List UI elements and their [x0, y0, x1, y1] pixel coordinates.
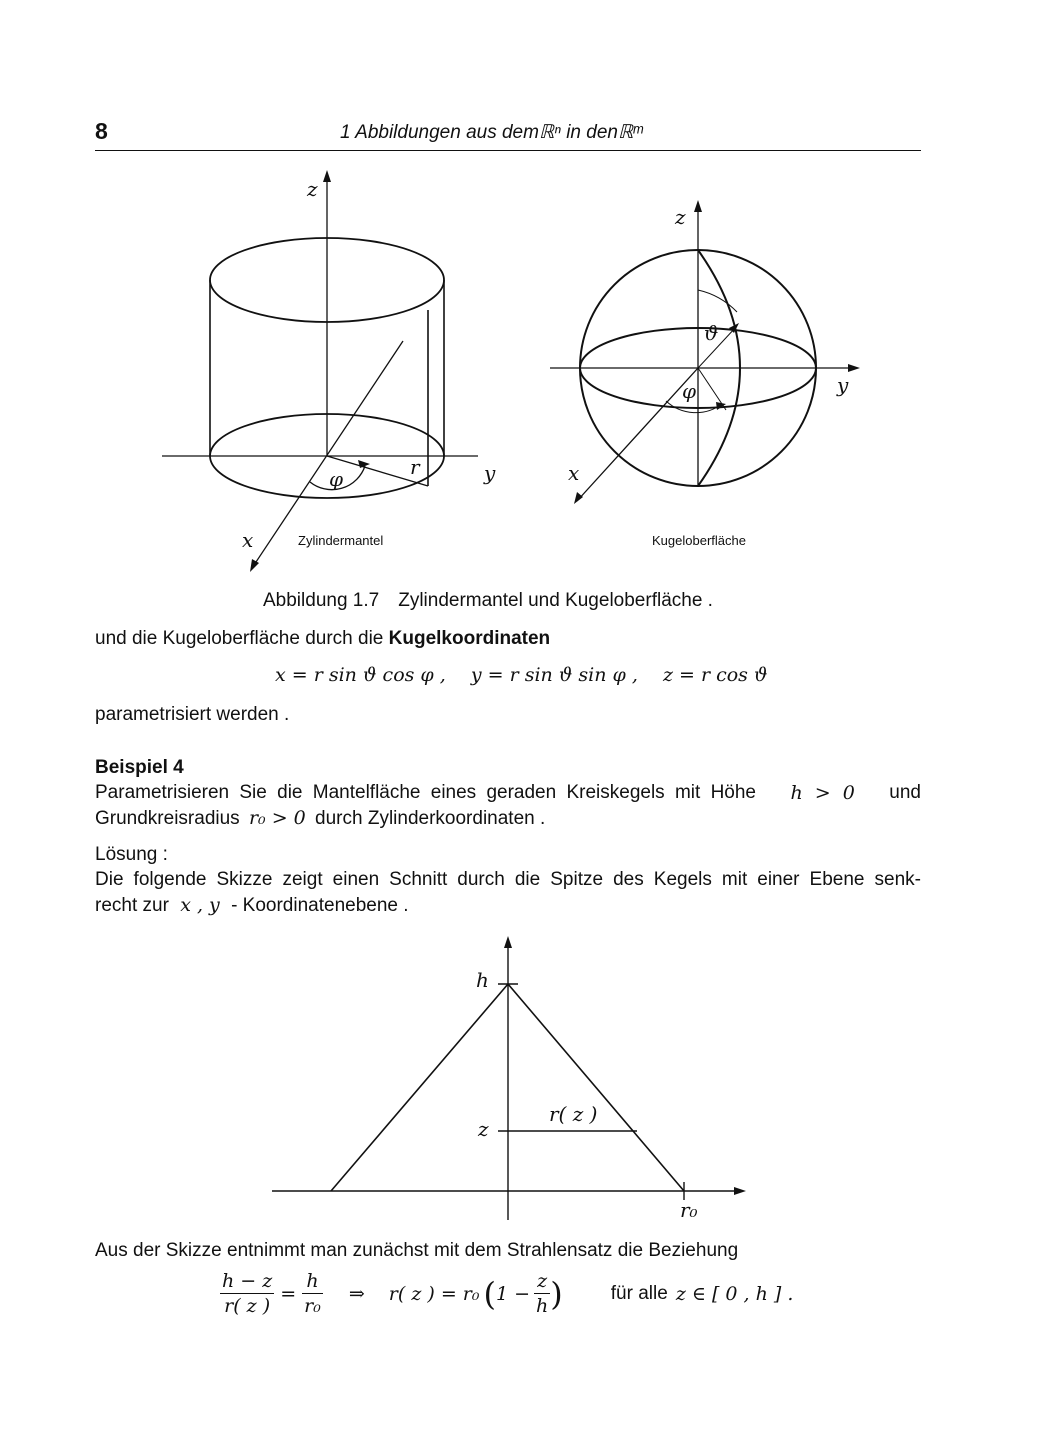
fraction-numerator: h [302, 1270, 323, 1294]
cylinder-y-label: y [484, 461, 496, 485]
xy-plane: x , y [180, 894, 220, 916]
fraction-denominator: r₀ [304, 1295, 321, 1317]
sphere-z-label: z [675, 205, 686, 229]
spherical-formula: x = r sin ϑ cos φ , y = r sin ϑ sin φ , z = r cos ϑ [275, 664, 768, 686]
solution-line1: Die folgende Skizze zeigt einen Schnitt durch die Spitze des Kegels mit einer Ebene senk- [95, 869, 921, 890]
cone-rz-label: r( z ) [549, 1102, 598, 1126]
page-number: 8 [95, 118, 108, 144]
fraction-numerator: z [534, 1270, 550, 1294]
solution-line2-prefix: recht zur [95, 895, 169, 916]
height-condition: h > 0 [790, 782, 855, 804]
fraction-z-over-h [534, 1270, 550, 1317]
sphere-y-label: y [837, 373, 849, 397]
radius-condition: r₀ > 0 [248, 807, 306, 829]
implies-arrow: ⇒ [348, 1282, 365, 1305]
kugelkoordinaten-line [95, 626, 550, 652]
paren-close: ) [550, 1274, 563, 1313]
sphere-caption: Kugeloberfläche [652, 533, 746, 548]
solution-line2 [95, 892, 409, 919]
fraction-denominator: r( z ) [224, 1295, 271, 1317]
cylinder-x-label: x [242, 528, 254, 552]
cone-h-label: h [476, 968, 489, 992]
sphere-x-label: x [568, 461, 580, 485]
figure1-caption: Abbildung 1.7 Zylindermantel und Kugeloberfläche . [263, 590, 713, 611]
fraction-numerator: h − z [222, 1270, 273, 1292]
rz-expression: r( z ) = r₀ [388, 1282, 480, 1305]
solution-line2-suffix: - Koordinatenebene . [231, 895, 409, 916]
equals-sign: = [280, 1282, 297, 1305]
fraction-h-minus-z [220, 1270, 274, 1317]
cone-z-label: z [478, 1117, 489, 1141]
solution-label: Lösung : [95, 844, 168, 865]
z-domain: z ∈ [ 0 , h ] . [675, 1282, 794, 1305]
for-all-text: für alle [610, 1282, 668, 1304]
parametrisiert-line: parametrisiert werden . [95, 704, 290, 725]
cylinder-phi-label: φ [329, 467, 344, 491]
cylinder-r-label: r [410, 455, 420, 479]
cone-r0-label: r₀ [680, 1198, 698, 1222]
sphere-phi-label: φ [682, 379, 697, 403]
fraction-h-over-r0 [302, 1270, 323, 1317]
example-line1-text: Parametrisieren Sie die Mantelfläche eines geraden Kreiskegels mit Höhe [95, 782, 756, 803]
sphere-theta-label: ϑ [704, 321, 719, 345]
chapter-title: 1 Abbildungen aus demℝⁿ in denℝᵐ [340, 122, 643, 143]
strahlensatz-formula [220, 1270, 793, 1317]
example-line1 [95, 780, 921, 806]
cylinder-z-label: z [307, 177, 318, 201]
sphere-drawing [550, 205, 855, 501]
cylinder-caption: Zylindermantel [298, 533, 384, 548]
figure-cylinder-sphere [0, 160, 1053, 590]
cylinder-drawing [162, 175, 478, 568]
fraction-denominator: h [536, 1295, 549, 1317]
figure-cone-section [0, 930, 1053, 1230]
example-line2-prefix: Grundkreisradius [95, 808, 240, 829]
header-rule [95, 150, 921, 151]
kugelkoordinaten-term: Kugelkoordinaten [388, 628, 551, 649]
example-line2 [95, 805, 545, 832]
paren-open: ( [483, 1274, 496, 1313]
conclusion-line: Aus der Skizze entnimmt man zunächst mit dem Strahlensatz die Beziehung [95, 1240, 739, 1261]
kugel-text: und die Kugeloberfläche durch die [95, 628, 389, 649]
example-title: Beispiel 4 [95, 757, 184, 778]
one-minus: 1 − [495, 1282, 531, 1305]
example-line2-suffix: durch Zylinderkoordinaten . [315, 808, 546, 829]
example-line1-end: und [889, 782, 921, 803]
